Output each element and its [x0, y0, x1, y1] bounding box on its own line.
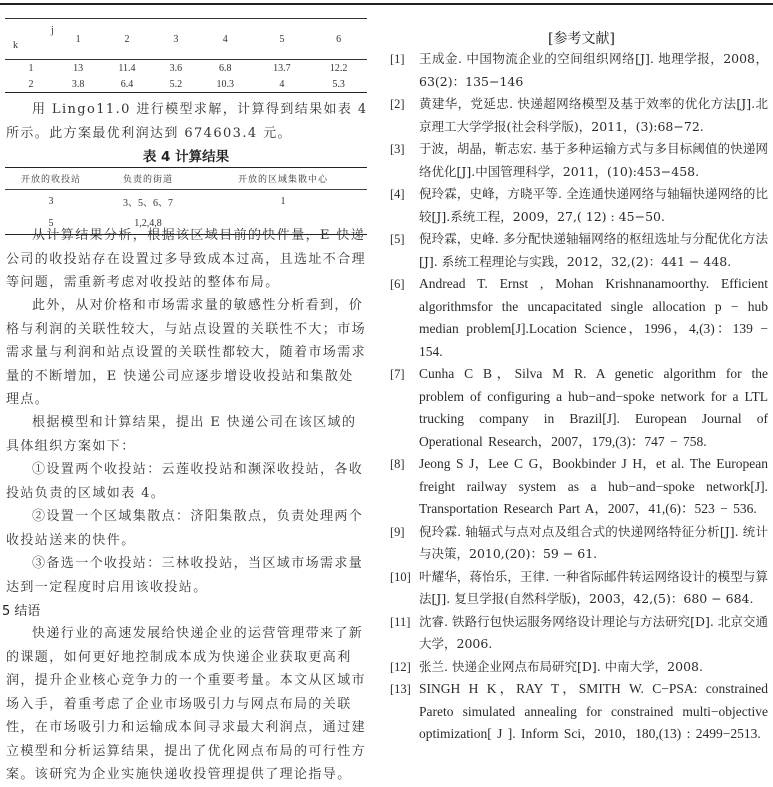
reference-item: [390, 228, 768, 273]
paragraph-proposal-intro: 根据模型和计算结果，提出 E 快递公司在该区域的具体组织方案如下：: [6, 415, 357, 454]
reference-text: 倪玲霖. 轴辐式与点对点及组合式的快递网络特征分析[J]. 统计与决策，2010,(20)：59 − 61.: [419, 523, 768, 561]
column-header: 4: [222, 33, 228, 45]
row-label: 2: [28, 78, 34, 90]
reference-number: [7]: [390, 367, 405, 381]
reference-text: 沈睿. 铁路行包快运服务网络设计理论与方法研究[D]. 北京交通大学，2006.: [419, 613, 768, 651]
column-header: 6: [336, 33, 342, 45]
reference-number: [4]: [390, 187, 405, 201]
column-header: 1: [75, 33, 81, 45]
column-axis-label: j: [51, 25, 54, 36]
paragraph-item-2: ②设置一个区域集散点：济阳集散点，负责处理两个收投站送来的快件。: [6, 509, 364, 548]
reference-item: [390, 138, 768, 183]
reference-number: [8]: [390, 457, 405, 471]
table-row: [5, 76, 367, 93]
table-cell: 6.8: [219, 62, 232, 74]
column-header: 5: [279, 33, 285, 45]
reference-item: [390, 363, 768, 453]
table-cell: 11.4: [118, 62, 136, 74]
reference-item: [390, 566, 768, 611]
reference-text: 叶耀华，蒋怡乐，王律. 一种省际邮件转运网络设计的模型与算法[J]. 复旦学报(自然科学版)，2003，42,(5)：680 − 684.: [419, 568, 768, 606]
reference-item: [390, 521, 768, 566]
table-cell: 10.3: [216, 78, 234, 90]
reference-text: 倪玲霖，史峰. 多分配快递轴辐网络的枢纽选址与分配优化方法[J]. 系统工程理论与实践，2012，32,(2)：441 − 448.: [419, 231, 768, 269]
reference-number: [5]: [390, 232, 405, 246]
table-3-continuation: [5, 18, 367, 93]
table-4-caption: 表 4 计算结果: [142, 149, 230, 165]
table-header-row: [5, 168, 367, 190]
reference-text: 张兰. 快递企业网点布局研究[D]. 中南大学，2008.: [419, 658, 703, 674]
reference-text: SINGH H K，RAY T，SMITH W. C−PSA: constrained Pareto simulated annealing for constrained multi−objective optimization[ J ]. Inform Sci，2010，180,(13) : 2499−2513.: [419, 681, 768, 741]
table-cell: 12.2: [329, 62, 348, 74]
table-header-row: [5, 19, 367, 60]
table-cell: 3.8: [71, 78, 85, 90]
column-header: 开放的区域集散中心: [237, 175, 328, 185]
reference-item: [390, 183, 768, 228]
reference-text: Andread T. Ernst , Mohan Krishnanamoorthy. Efficient algorithmsfor the uncapacitated single allocation p − hub median problem[J].Location Science，1996，4,(3)：139 − 154.: [419, 276, 768, 359]
table-cell: 5: [48, 217, 54, 229]
table-cell: 13: [73, 62, 84, 74]
column-header: 3: [173, 33, 179, 45]
table-cell: 3.6: [169, 62, 183, 74]
table-row: [5, 190, 367, 213]
table-cell: 1,2,4,8: [134, 217, 162, 229]
table-cell: 6.4: [120, 78, 134, 90]
reference-item: [390, 48, 768, 93]
reference-text: Jeong S J，Lee C G，Bookbinder J H，et al. The European freight railway system as a hub−and−spoke network[J]. Transportation Research Part A，2007，41,(6)：523 − 536.: [419, 456, 768, 516]
reference-number: [10]: [390, 569, 411, 584]
paragraph-conclusion: 快递行业的高速发展给快递企业的运营管理带来了新的课题，如何更好地控制成本成为快递企业获取更高利润，提升企业核心竞争力的一个重要考量。本文从区域市场入手，着重考虑了企业市场吸引力与网点布局的关联性，在市场吸引力和运输成本间寻求最大利润点，通过建立模型和分析运算结果，提出了优化网点布局的可行性方案。该研究为企业实施快递收投管理提供了理论指导。: [6, 626, 367, 782]
column-header: 负责的街道: [122, 175, 173, 185]
paragraph-sensitivity: 此外，从对价格和市场需求量的敏感性分析看到，价格与利润的关联性较大，与站点设置的关联性不大；市场需求量与利润和站点设置的关联性都较大，随着市场需求量的不断增加，E 快递公司应逐步增设收投站和集散处理点。: [6, 298, 367, 407]
reference-number: [13]: [390, 682, 411, 696]
reference-item: [390, 656, 768, 679]
table-cell: 3、5、6、7: [123, 197, 173, 209]
table-row: [5, 60, 367, 77]
table-cell: 5.3: [332, 78, 345, 90]
reference-number: [3]: [390, 142, 405, 156]
reference-number: [6]: [390, 277, 405, 291]
paragraph-lingo-result: 用 Lingo11.0 进行模型求解，计算得到结果如表 4 所示。此方案最优利润达到 674603.4 元。: [6, 102, 368, 141]
row-axis-label: k: [13, 40, 18, 51]
reference-text: 王成金. 中国物流企业的空间组织网络[J]. 地理学报，2008，63(2)：135−146: [419, 51, 768, 89]
table-cell: 3: [48, 195, 54, 207]
row-label: 1: [28, 62, 34, 74]
reference-number: [12]: [390, 659, 411, 674]
reference-list: [390, 48, 768, 746]
table-cell: 1: [280, 195, 286, 207]
section-5-heading: 5 结语: [2, 604, 41, 619]
paragraph-item-3: ③备选一个收投站：三林收投站，当区域市场需求量达到一定程度时启用该收投站。: [6, 556, 364, 595]
corner-cell: [5, 19, 57, 60]
reference-number: [1]: [390, 52, 405, 66]
reference-item: [390, 273, 768, 363]
reference-number: [2]: [390, 97, 405, 111]
column-header: 2: [124, 33, 130, 45]
table-cell: 13.7: [273, 62, 291, 74]
table-cell: 4: [279, 78, 285, 90]
page-top-rule: [0, 3, 773, 5]
reference-text: Cunha C B，Silva M R. A genetic algorithm for the problem of configuring a hub−and−spoke network for a LTL trucking company in Brazil[J]. European Journal of Operational Research，2007，179,(3)：747 − 758.: [419, 366, 768, 449]
reference-number: [9]: [390, 524, 405, 539]
reference-item: [390, 611, 768, 656]
column-header: 开放的收投站: [20, 175, 81, 185]
paragraph-item-1: ①设置两个收投站：云莲收投站和濒深收投站，各收投站负责的区域如表 4。: [6, 462, 364, 501]
paragraph-analysis: 从计算结果分析，根据该区域目前的快件量，E 快递公司的收投站存在设置过多导致成本过高，且选址不合理等问题，需重新考虑对收投站的整体布局。: [6, 228, 367, 290]
reference-item: [390, 678, 768, 746]
table-cell: 5.2: [169, 78, 183, 90]
reference-text: 倪玲霖，史峰，方晓平等. 全连通快递网络与轴辐快递网络的比较[J].系统工程，2009，27,( 12) : 45−50.: [419, 186, 768, 224]
reference-text: 于波，胡晶，靳志宏. 基于多种运输方式与多目标阈值的快递网络优化[J].中国管理科学，2011，(10):453−458.: [419, 141, 768, 179]
reference-number: [11]: [390, 614, 411, 629]
references-heading: [参考文献]: [548, 31, 615, 47]
reference-item: [390, 453, 768, 521]
reference-text: 黄建华，党延忠. 快递超网络模型及基于效率的优化方法[J].北京理工大学学报(社会科学版)，2011，(3):68−72.: [419, 96, 768, 134]
reference-item: [390, 93, 768, 138]
